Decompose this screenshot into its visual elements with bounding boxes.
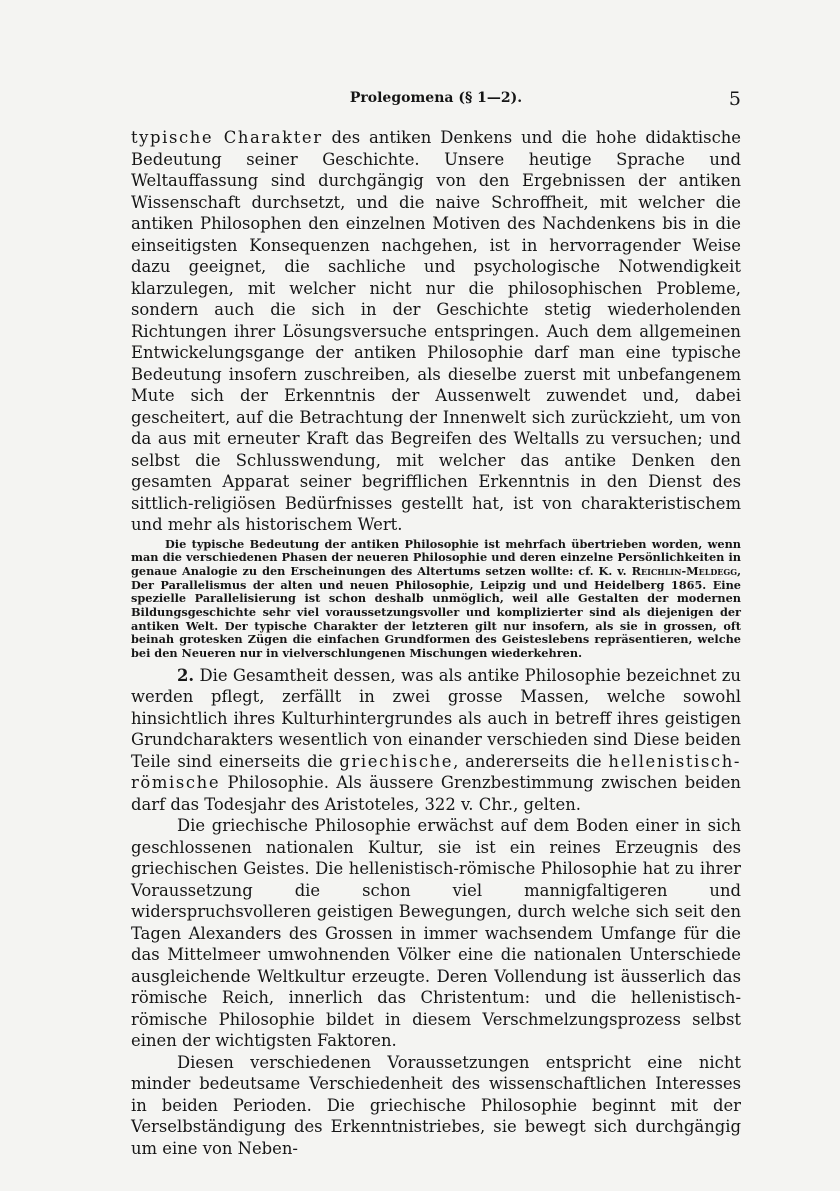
paragraph-2-text-a: Die Gesamtheit dessen, was als antike Philosophie bezeichnet zu werden pflegt, zerfällt in zwei grosse Massen, welche sowohl hinsichtlich ihres Kulturhintergrundes als auch in betreff ihres geistigen Grundcharakters wesentlich von einander verschieden sind Diese beiden Teile sind einerseits die [131, 665, 741, 771]
paragraph-2-text-c: Philosophie. Als äussere Grenzbestimmung zwischen beiden darf das Todesjahr des Aristoteles, 322 v. Chr., gelten. [131, 773, 741, 814]
paragraph-1 [131, 127, 741, 536]
paragraph-1-text: des antiken Denkens und die hohe didaktische Bedeutung seiner Geschichte. Unsere heutige Sprache und Weltauffassung sind durchgängig von den Ergebnissen der antiken Wissenschaft durchsetzt, und die naive Schroffheit, mit welcher die antiken Philosophen den einzelnen Motiven des Nachdenkens bis in die einseitigsten Konsequenzen nachgehen, ist in hervorragender Weise dazu geeignet, die sachliche und psychologische Notwendigkeit klarzulegen, mit welcher nicht nur die philosophischen Probleme, sondern auch die sich in der Geschichte stetig wiederholenden Richtungen ihrer Lösungsversuche entspringen. Auch dem allgemeinen Entwickelungsgange der antiken Philosophie darf man eine typische Bedeutung insofern zuschreiben, als dieselbe zuerst mit unbefangenem Mute sich der Erkenntnis der Aussenwelt zuwendet und, dabei gescheitert, auf die Betrachtung der Innenwelt sich zurückzieht, um von da aus mit erneuter Kraft das Begreifen des Weltalls zu versuchen; und selbst die Schlusswendung, mit welcher das antike Denken den gesamten Apparat seiner begrifflichen Erkenntnis in den Dienst des sittlich-religiösen Bedürfnisses gestellt hat, ist von charakteristischem und mehr als historischem Wert. [131, 128, 742, 534]
running-title: Prolegomena (§ 1—2). [349, 90, 523, 106]
page-header [131, 88, 741, 114]
paragraph-4: Diesen verschiedenen Voraussetzungen entspricht eine nicht minder bedeutsame Verschiedenheit des wissenschaftlichen Interesses in beiden Perioden. Die griechische Philosophie beginnt mit der Verselbständigung des Erkenntnistriebes, sie bewegt sich durchgängig um eine von Neben- [131, 1052, 741, 1158]
spaced-emphasis-hellenistisch: hellenistisch-römische [131, 751, 741, 793]
spaced-emphasis-griechische: griechische [339, 751, 454, 771]
footnote-author: Reichlin-Meldegg [631, 563, 738, 578]
spaced-emphasis: typische Charakter [131, 128, 323, 147]
body-text [131, 127, 741, 1159]
footnote-text-start: Die typische Bedeutung der antiken Philosophie ist mehrfach übertrieben worden, wenn man die verschiedenen Phasen der neueren Philosophie und deren einzelne Persönlichkeiten in genaue Analogie zu den Erscheinungen des Altertums setzen wollte: cf. K. v. [131, 536, 741, 578]
paragraph-2-text-b: , andererseits die [453, 751, 609, 771]
paragraph-3: Die griechische Philosophie erwächst auf dem Boden einer in sich geschlossenen nationalen Kultur, sie ist ein reines Erzeugnis des griechischen Geistes. Die hellenistisch-römische Philosophie hat zu ihrer Voraussetzung die schon viel mannigfaltigeren und widerspruchsvolleren geistigen Bewegungen, durch welche sich seit den Tagen Alexanders des Grossen in immer wachsendem Umfange für die das Mittelmeer umwohnenden Völker eine die nationalen Unterschiede ausgleichende Weltkultur erzeugte. Deren Vollendung ist äusserlich das römische Reich, innerlich das Christentum: und die hellenistisch-römische Philosophie bildet in diesem Verschmelzungsprozess selbst einen der wichtigsten Faktoren. [131, 816, 741, 1051]
page-number: 5 [728, 88, 741, 110]
footnote-text-end: , Der Parallelismus der alten und neuen Philosophie, Leipzig und und Heidelberg 1865. Eine spezielle Parallelisierung ist schon deshalb unmöglich, weil alle Gestalten der modernen Bildungsgeschichte sehr viel voraussetzungsvoller und komplizierter sind als diejenigen der antiken Welt. Der typische Charakter der letzteren gilt nur insofern, als sie in grossen, oft beinah grotesken Zügen die einfachen Grundformen des Geisteslebens repräsentieren, welche bei den Neueren nur in vielverschlungenen Mischungen wiederkehren. [131, 563, 741, 661]
footnote [131, 538, 741, 661]
paragraph-2 [131, 665, 741, 816]
section-number: 2. [177, 665, 195, 685]
